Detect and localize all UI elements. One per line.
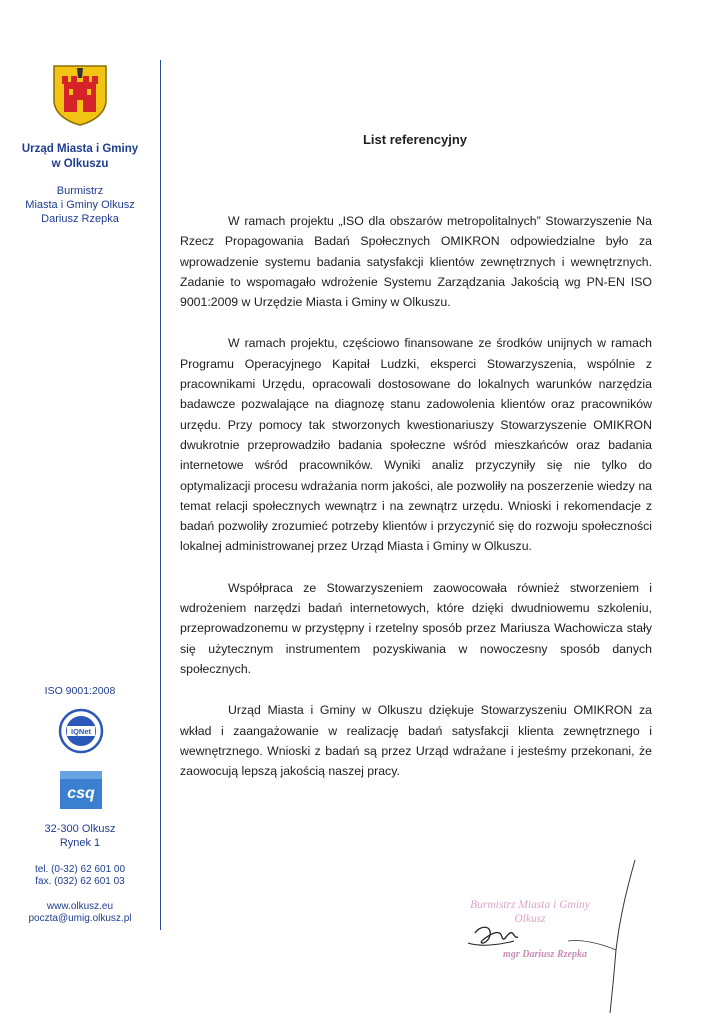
- coat-of-arms-icon: [52, 64, 108, 126]
- iso-certification: ISO 9001:2008: [44, 685, 116, 697]
- paragraph-4: Urząd Miasta i Gminy w Olkuszu dziękuje Stowarzyszeniu OMIKRON za wkład i zaangażowanie w realizację badań satysfakcji klienta zewnętrznego i wewnętrznego. Wnioski z badań są przez Urząd wdrażane i jesteśmy przekonani, że zaowocują lepszą jakością naszej pracy.: [180, 703, 652, 779]
- stamp-name: mgr Dariusz Rzepka: [503, 949, 587, 960]
- fax-number: fax. (032) 62 601 03: [35, 876, 125, 887]
- address-street: Rynek 1: [59, 837, 101, 849]
- email-link[interactable]: poczta@umig.olkusz.pl: [28, 913, 132, 924]
- mayor-block: [0, 184, 160, 226]
- sidebar: [0, 0, 160, 1024]
- csq-certification-icon: [60, 771, 102, 809]
- stamp-city: Olkusz: [514, 913, 546, 925]
- address-postal: 32-300 Olkusz: [44, 823, 116, 835]
- sidebar-divider: [160, 60, 161, 930]
- iqnet-certification-icon: [58, 708, 104, 754]
- address-block: [0, 822, 160, 850]
- document-title: List referencyjny: [362, 132, 468, 147]
- organization-name: [0, 142, 160, 172]
- document-body: [180, 211, 652, 802]
- organization-name-line2: w Olkuszu: [51, 158, 109, 170]
- phone-number: tel. (0-32) 62 601 00: [34, 864, 126, 875]
- organization-name-line1: Urząd Miasta i Gminy: [21, 143, 139, 155]
- mayor-office: Miasta i Gminy Olkusz: [25, 199, 135, 211]
- mayor-name: Dariusz Rzepka: [41, 213, 119, 225]
- paragraph-2: W ramach projektu, częściowo finansowane ze środków unijnych w ramach Programu Operacyjnego Kapitał Ludzki, eksperci Stowarzyszenia, wspólnie z pracownikami Urzędu, opracowali dostosowane do lokalnych warunków narzędzia badawcze pozwalające na diagnozę stanu zadowolenia klientów oraz pracowników urzędu. Przy pomocy tak stworzonych kwestionariuszy Stowarzyszenie OMIKRON dwukrotnie przeprowadziło badania społeczne wśród mieszkańców oraz badania internetowe wśród pracowników. Wyniki analiz przyczyniły się nie tylko do optymalizacji procesu wdrażania norm jakości, ale pozwoliły na poszerzenie wiedzy na temat relacji społecznych wewnątrz i na zewnątrz urzędu. Wnioski i rekomendacje z badań pozwoliły zrozumieć potrzeby klientów i przyczynić się do rozwoju społeczności lokalnej administrowanej przez Urząd Miasta i Gminy w Olkuszu.: [180, 336, 652, 554]
- web-contact: [0, 901, 160, 925]
- handwritten-signature: [440, 855, 640, 1015]
- website-link[interactable]: www.olkusz.eu: [46, 901, 114, 912]
- iqnet-label: IQNet: [70, 727, 92, 736]
- mayor-title: Burmistrz: [56, 185, 104, 197]
- paragraph-1: W ramach projektu „ISO dla obszarów metropolitalnych” Stowarzyszenie Na Rzecz Propagowania Badań Społecznych OMIKRON odpowiedzialne było za wprowadzenie systemu badania satysfakcji klientów zewnętrznych i wewnętrznych. Zadanie to wspomagało wdrożenie Systemu Zarządzania Jakością wg PN-EN ISO 9001:2009 w Urzędzie Miasta i Gminy w Olkuszu.: [180, 214, 652, 310]
- paragraph-3: Współpraca ze Stowarzyszeniem zaowocowała również stworzeniem i wdrożeniem narzędzi badań internetowych, które dzięki dwudniowemu szkoleniu, przeprowadzonemu w przystępny i rzetelny sposób przez Mariusza Wachowicza stały się użytecznym instrumentem pozyskiwania w nowoczesny sposób danych społecznych.: [180, 580, 652, 676]
- phone-block: [0, 864, 160, 888]
- csq-label: csq: [67, 785, 95, 802]
- stamp-title: Burmistrz Miasta i Gminy: [470, 899, 590, 911]
